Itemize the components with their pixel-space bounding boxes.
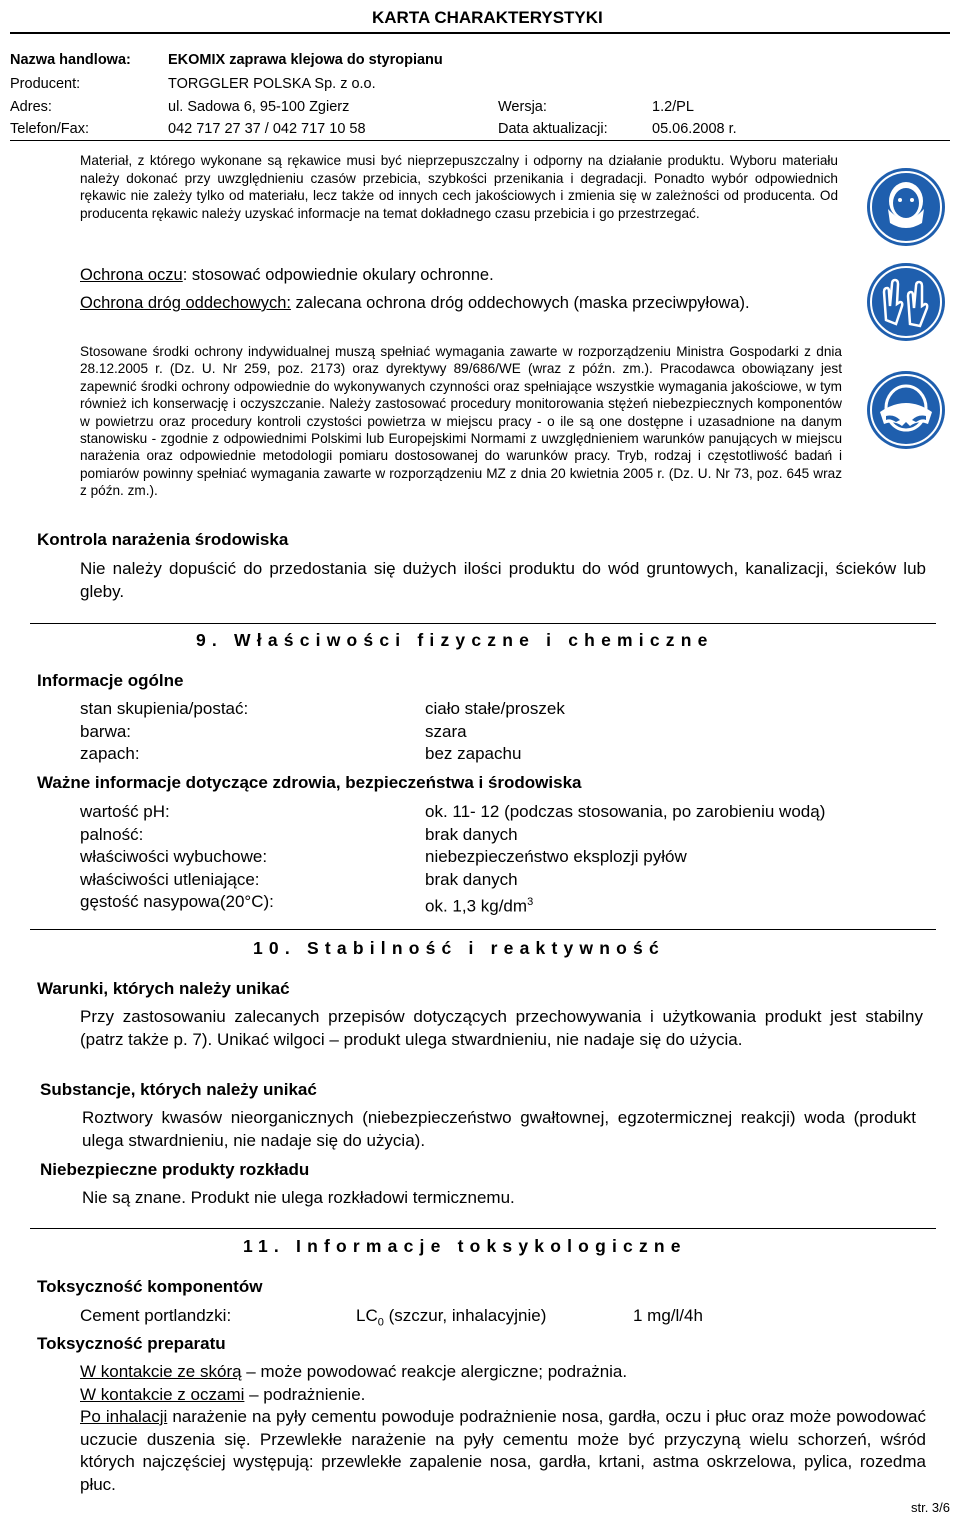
oxidizing-label: właściwości utleniające: (80, 869, 260, 889)
avoid-conditions-heading: Warunki, których należy unikać (37, 979, 290, 998)
skin-contact-text: – może powodować reakcje alergiczne; podrażnia. (241, 1362, 628, 1381)
density-value-text: ok. 1,3 kg/dm (425, 896, 528, 916)
address-label: Adres: (10, 99, 52, 115)
eye-contact-label: W kontakcie z oczami (80, 1385, 245, 1404)
inhalation (80, 1406, 926, 1496)
explosive-label: właściwości wybuchowe: (80, 847, 268, 866)
update-label: Data aktualizacji: (498, 121, 608, 137)
component-lc (356, 1305, 546, 1334)
substances-heading: Substancje, których należy unikać (40, 1080, 317, 1099)
substances-text: Roztwory kwasów nieorganicznych (niebezpieczeństwo gwałtownej, egzotermicznej reakcji) woda (produkt ulega stwardnieniu, nie nadaje się do użycia). (82, 1108, 916, 1150)
phone-label: Telefon/Fax: (10, 121, 89, 137)
lc-symbol: LC (356, 1306, 378, 1325)
env-control-heading: Kontrola narażenia środowiska (37, 530, 289, 549)
eye-contact (80, 1384, 926, 1407)
ph-label: wartość pH: (80, 802, 170, 821)
lc-route: (szczur, inhalacyjnie) (383, 1306, 547, 1325)
goggles-icon (866, 370, 946, 450)
general-info-heading: Informacje ogólne (37, 671, 184, 690)
section-10-rule (30, 929, 936, 930)
eye-protection (80, 265, 838, 286)
lc-subscript: 0 (377, 1316, 384, 1329)
header-bottom-rule (10, 140, 950, 141)
skin-contact-label: W kontakcie ze skórą (80, 1362, 242, 1381)
phone: 042 717 27 37 / 042 717 10 58 (168, 121, 366, 137)
ph-value: ok. 11- 12 (podczas stosowania, po zarobieniu wodą) (425, 802, 826, 821)
section-11-rule (30, 1228, 936, 1229)
density-label: gęstość nasypowa(20°C): (80, 892, 274, 911)
explosive-value: niebezpieczeństwo eksplozji pyłów (425, 847, 687, 866)
state-value: ciało stałe/proszek (425, 699, 565, 718)
skin-contact (80, 1361, 926, 1384)
update-date: 05.06.2008 r. (652, 121, 737, 137)
document-title: KARTA CHARAKTERYSTYKI (372, 8, 603, 27)
color-value: szara (425, 721, 467, 741)
general-info-list (80, 698, 840, 768)
dust-mask-icon (866, 167, 946, 247)
legal-paragraph: Stosowane środki ochrony indywidualnej muszą spełniać wymagania zawarte w rozporządzeniu Ministra Gospodarki z dnia 28.12.2005 r. (Dz. U. Nr 259, poz. 2173) oraz dyrektywy 89/686/WE (wraz z późn. zm.). Pracodawca obowiązany jest zapewnić środki ochrony odpowiednie do wykonywanych czynności oraz spełniające wszystkie wymagania jakościowe, w tym również ich konserwację i oczyszczanie. Należy zastosować procedury monitorowania stężeń niebezpiecznych komponentów w powietrzu oraz procedury kontroli czystości powietrza w miejscu pracy - o ile są one dostępne i uzasadnione na danym stanowisku - zgodnie z odpowiednimi Polskimi lub Europejskimi Normami z uwzględnieniem warunków panujących w miejscu narażenia oraz odpowiednie metodologii pomiaru dostosowanej do warunków pracy. Tryb, rodzaj i częstotliwość badań i pomiarów powinny spełniać wymagania zawarte w rozporządzeniu MZ z dnia 20 kwietnia 2005 r. (Dz. U. Nr 73, poz. 645 wraz z późn. zm.). (80, 344, 842, 499)
component-name: Cement portlandzki: (80, 1306, 232, 1325)
inhalation-label: Po inhalacji (80, 1407, 168, 1426)
odor-label: zapach: (80, 744, 140, 763)
section-11-title: 11. Informacje toksykologiczne (243, 1236, 687, 1256)
component-toxicity-heading: Toksyczność komponentów (37, 1277, 263, 1296)
important-info-heading: Ważne informacje dotyczące zdrowia, bezpieczeństwa i środowiska (37, 773, 582, 792)
section-9-rule (30, 623, 936, 624)
inhalation-text: narażenie na pyły cementu powoduje podrażnienie nosa, gardła, oczu i płuc oraz może powodować uczucie duszenia się. Przewlekłe narażenie na pyły cementu może być przyczyną wielu schorzeń, wśród których najczęściej występują: przewlekłe zapalenie nosa, gardła, krtani, astma oskrzelowa, pylica, rozedma płuc. (80, 1407, 926, 1494)
section-9-title: 9. Właściwości fizyczne i chemiczne (196, 630, 714, 650)
flammability-value: brak danych (425, 824, 518, 844)
producer-label: Producent: (10, 76, 81, 92)
address: ul. Sadowa 6, 95-100 Zgierz (168, 99, 350, 115)
preparation-toxicity-heading: Toksyczność preparatu (37, 1334, 226, 1353)
avoid-conditions-text: Przy zastosowaniu zalecanych przepisów dotyczących przechowywania i użytkowania produkt jest stabilny (patrz także p. 7). Unikać wilgoci – produkt ulega stwardnieniu, nie nadaje się do użycia. (80, 1007, 923, 1049)
decomposition-text: Nie są znane. Produkt nie ulega rozkładowi termicznemu. (82, 1188, 515, 1207)
section-10-title: 10. Stabilność i reaktywność (253, 938, 665, 958)
component-value: 1 mg/l/4h (633, 1306, 703, 1325)
density-unit-exponent: 3 (527, 896, 534, 908)
version-label: Wersja: (498, 99, 547, 115)
color-label: barwa: (80, 721, 132, 741)
gloves-paragraph: Materiał, z którego wykonane są rękawice musi być nieprzepuszczalny i odporny na działanie produktu. Wyboru materiału należy dokonać przy uwzględnieniu czasów przebicia, szybkości przenikania i degradacji. Ponadto wybór odpowiednich rękawic nie zależy tylko od materiału, lecz także od innych cech jakościowych i zmienia się w zależności od producenta. Od producenta rękawic należy uzyskać informacje na temat dokładnego czasu przebicia i go przestrzegać. (80, 153, 838, 221)
decomposition-heading: Niebezpieczne produkty rozkładu (40, 1160, 310, 1179)
page-number: str. 3/6 (910, 1500, 950, 1515)
oxidizing-value: brak danych (425, 869, 518, 889)
important-info-list (80, 801, 900, 916)
trade-name-label: Nazwa handlowa: (10, 52, 131, 68)
trade-name: EKOMIX zaprawa klejowa do styropianu (168, 52, 443, 68)
density-value (425, 891, 533, 918)
version: 1.2/PL (652, 99, 694, 115)
eye-contact-text: – podrażnienie. (244, 1385, 366, 1404)
gloves-icon (866, 262, 946, 342)
header-divider (10, 32, 950, 34)
producer: TORGGLER POLSKA Sp. z o.o. (168, 76, 376, 92)
state-label: stan skupienia/postać: (80, 699, 249, 718)
respiratory-protection-label: Ochrona dróg oddechowych: (80, 294, 291, 312)
eye-protection-label: Ochrona oczu (80, 266, 183, 284)
flammability-label: palność: (80, 824, 144, 844)
eye-protection-text: : stosować odpowiednie okulary ochronne. (182, 266, 494, 284)
respiratory-protection-text: zalecana ochrona dróg oddechowych (maska przeciwpyłowa). (290, 294, 750, 312)
env-control-text: Nie należy dopuścić do przedostania się dużych ilości produktu do wód gruntowych, kanalizacji, ścieków lub gleby. (80, 559, 926, 601)
respiratory-protection (80, 293, 838, 314)
component-toxicity-row (80, 1305, 880, 1329)
odor-value: bez zapachu (425, 744, 522, 763)
